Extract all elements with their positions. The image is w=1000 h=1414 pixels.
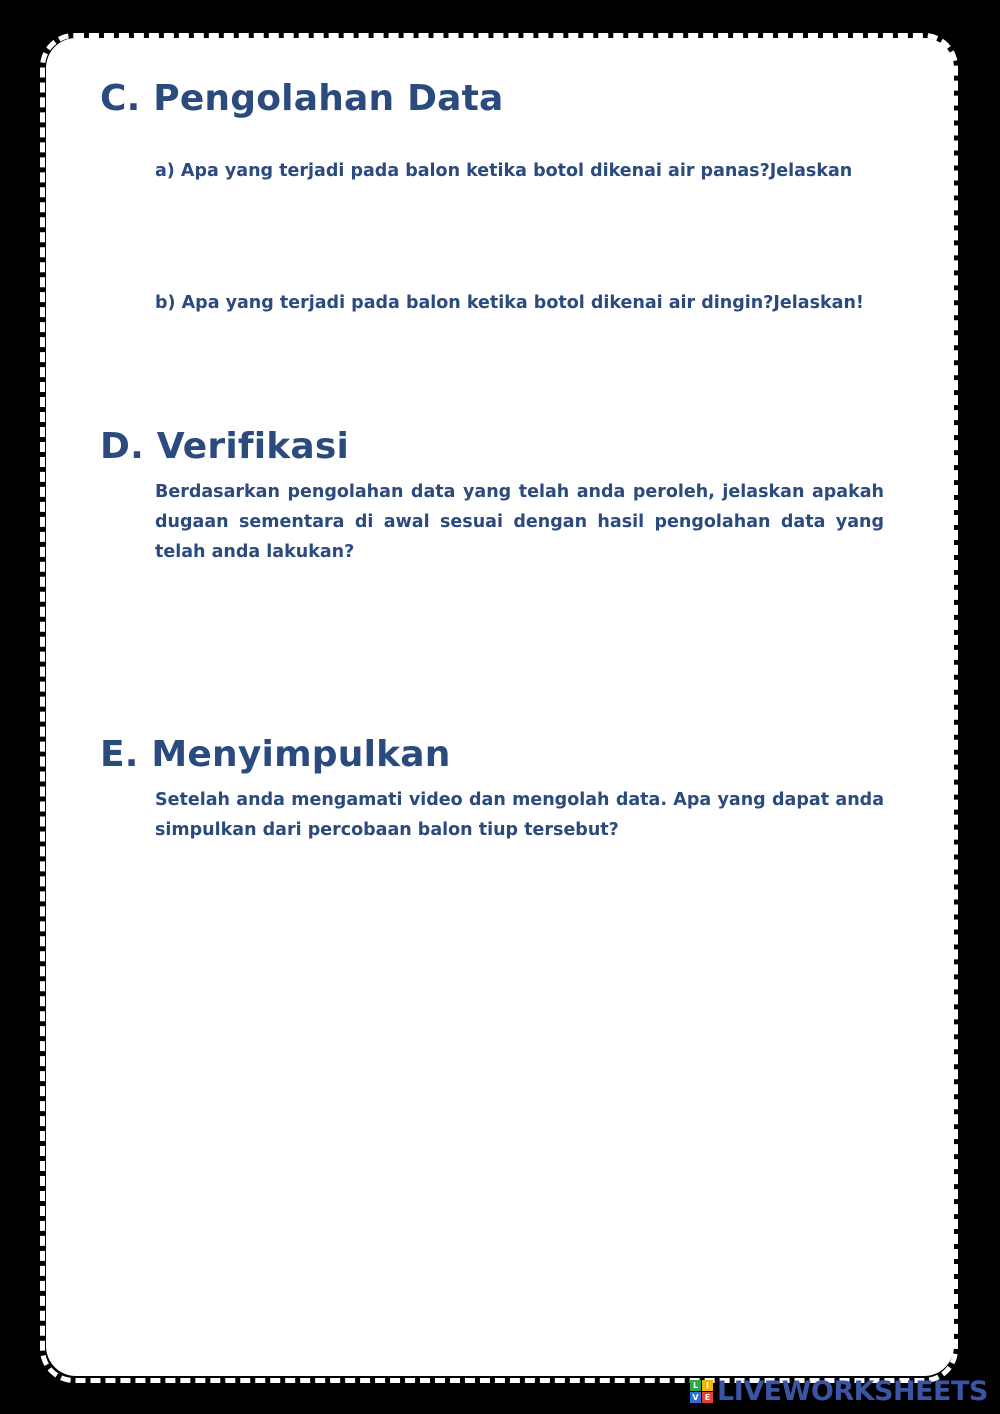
logo-block-v: V [690, 1392, 701, 1403]
question-b: b) Apa yang terjadi pada balon ketika botol dikenai air dingin?Jelaskan! [155, 293, 864, 313]
section-d-text: Berdasarkan pengolahan data yang telah anda peroleh, jelaskan apakah dugaan sementara di awal sesuai dengan hasil pengolahan data yang telah anda lakukan? [155, 482, 884, 562]
watermark-text: LIVEWORKSHEETS [717, 1375, 988, 1407]
liveworksheets-watermark [690, 1374, 988, 1408]
liveworksheets-logo-icon [690, 1380, 713, 1403]
section-c-heading: C. Pengolahan Data [100, 78, 504, 119]
logo-block-l: L [690, 1380, 701, 1391]
section-e-text: Setelah anda mengamati video dan mengolah data. Apa yang dapat anda simpulkan dari percobaan balon tiup tersebut? [155, 790, 884, 840]
question-a: a) Apa yang terjadi pada balon ketika botol dikenai air panas?Jelaskan [155, 161, 853, 181]
logo-block-i: I [702, 1380, 713, 1391]
section-d-heading: D. Verifikasi [100, 426, 350, 467]
section-e-heading: E. Menyimpulkan [100, 734, 451, 775]
worksheet-card [46, 38, 954, 1376]
logo-block-e: E [702, 1392, 713, 1403]
